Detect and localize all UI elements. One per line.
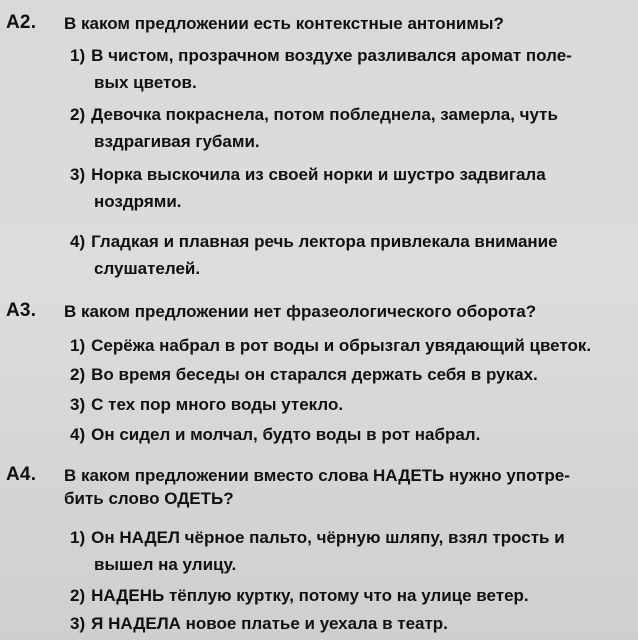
option-number: 2)	[70, 105, 86, 124]
option-a3-2	[70, 361, 628, 388]
option-number: 3)	[70, 614, 86, 633]
option-number: 1)	[70, 46, 86, 65]
option-number: 4)	[70, 425, 86, 444]
option-number: 2)	[70, 586, 86, 605]
question-number: А2.	[6, 12, 37, 33]
option-number: 4)	[70, 232, 86, 251]
option-a4-3	[70, 610, 628, 637]
option-number: 1)	[70, 528, 86, 547]
question-number: А3.	[6, 300, 37, 321]
option-text: С тех пор много воды утекло.	[91, 395, 344, 414]
option-a4-1	[70, 524, 628, 578]
option-a3-1	[70, 332, 628, 359]
option-number: 3)	[70, 395, 86, 414]
option-a3-4	[70, 421, 628, 448]
option-a4-2	[70, 582, 628, 609]
option-text-continued: слушателей.	[94, 259, 201, 278]
option-number: 2)	[70, 365, 86, 384]
option-text: Гладкая и плавная речь лектора привлекала внимание	[91, 232, 558, 251]
option-a3-3	[70, 391, 628, 418]
option-text: Он сидел и молчал, будто воды в рот набрал.	[91, 425, 481, 444]
option-text: В чистом, прозрачном воздухе разливался аромат поле-	[91, 46, 572, 65]
option-text-continued: вышел на улицу.	[94, 555, 237, 574]
option-a2-2	[70, 101, 628, 155]
option-text-continued: ноздрями.	[94, 192, 182, 211]
option-text: Серёжа набрал в рот воды и обрызгал увядающий цветок.	[91, 336, 592, 355]
option-text: Во время беседы он старался держать себя в руках.	[91, 365, 538, 384]
question-text: В каком предложении нет фразеологического оборота?	[64, 302, 537, 321]
option-text: Он НАДЕЛ чёрное пальто, чёрную шляпу, взял трость и	[91, 528, 565, 547]
option-text: Норка выскочила из своей норки и шустро задвигала	[91, 165, 546, 184]
option-text: Девочка покраснела, потом побледнела, замерла, чуть	[91, 105, 558, 124]
option-text: Я НАДЕЛА новое платье и уехала в театр.	[91, 614, 448, 633]
question-text-line: В каком предложении вместо слова НАДЕТЬ нужно употре-	[64, 466, 570, 485]
option-number: 1)	[70, 336, 86, 355]
option-text: НАДЕНЬ тёплую куртку, потому что на улице ветер.	[91, 586, 529, 605]
option-number: 3)	[70, 165, 86, 184]
question-text: В каком предложении есть контекстные антонимы?	[64, 14, 504, 33]
option-a2-3	[70, 161, 628, 215]
question-number: А4.	[6, 464, 37, 485]
question-text-line: бить слово ОДЕТЬ?	[64, 489, 234, 508]
option-a2-4	[70, 228, 628, 282]
option-text-continued: вых цветов.	[94, 73, 197, 92]
question-text	[64, 464, 620, 510]
option-text-continued: вздрагивая губами.	[94, 132, 260, 151]
option-a2-1	[70, 42, 628, 96]
